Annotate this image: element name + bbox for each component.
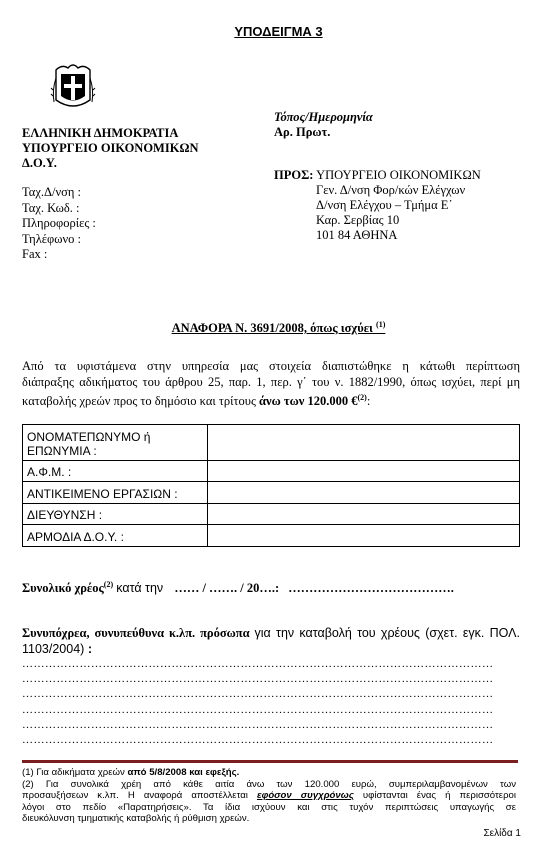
template-title: ΥΠΟΔΕΙΓΜΑ 3 bbox=[234, 24, 323, 39]
right-header bbox=[274, 110, 373, 140]
dotted-line-2[interactable]: …………………………………………………………………………………………………………… bbox=[22, 673, 494, 686]
co-obligors-colon: : bbox=[87, 641, 92, 656]
row-value-address[interactable] bbox=[208, 504, 520, 525]
greek-emblem-icon bbox=[50, 60, 96, 116]
co-obligors-block bbox=[22, 626, 520, 657]
recipient-line-4: Καρ. Σερβίας 10 bbox=[316, 213, 400, 227]
row-label-afm: Α.Φ.Μ. : bbox=[23, 461, 208, 482]
issuer-field-info: Πληροφορίες : bbox=[22, 216, 96, 230]
dotted-line-1[interactable]: …………………………………………………………………………………………………………… bbox=[22, 658, 494, 670]
report-title-footnote-ref: (1) bbox=[376, 320, 386, 329]
recipient-label: ΠΡΟΣ: bbox=[274, 168, 314, 182]
table-row bbox=[23, 425, 520, 461]
footnote-2-line-3: λόγοι στο πεδίο «Παρατηρήσεις». Τα ίδια ισχύουν και στις τυχόν περιπτώσεις υπαγωγής σε bbox=[22, 801, 516, 813]
row-label-address: ΔΙΕΥΘΥΝΣΗ : bbox=[23, 504, 208, 525]
recipient-line-5: 101 84 ΑΘΗΝΑ bbox=[316, 228, 398, 242]
footnote-divider bbox=[22, 760, 518, 763]
row-value-tax-office[interactable] bbox=[208, 525, 520, 547]
row-value-name[interactable] bbox=[208, 425, 520, 461]
total-debt-line bbox=[22, 580, 454, 596]
protocol-label: Αρ. Πρωτ. bbox=[274, 125, 331, 139]
intro-footnote-ref: (2) bbox=[357, 393, 367, 402]
intro-line-3 bbox=[22, 390, 520, 410]
footnote-1-emphasis: από 5/8/2008 και εφεξής. bbox=[127, 767, 240, 778]
intro-line-1: Από τα υφιστάμενα στην υπηρεσία μας στοιχεία διαπιστώθηκε η κάτωθι περίπτωση bbox=[22, 359, 520, 373]
dotted-line-3[interactable]: …………………………………………………………………………………………………………… bbox=[22, 688, 494, 701]
total-debt-mid: κατά την bbox=[116, 581, 164, 596]
issuer-block bbox=[22, 126, 198, 171]
co-obligors-heading: Συνυπόχρεα, συνυπεύθυνα κ.λπ. πρόσωπα bbox=[22, 626, 250, 640]
footnote-2-line-2 bbox=[22, 790, 516, 802]
co-obligors-ref: 1103/2004) bbox=[22, 641, 85, 656]
report-title bbox=[0, 320, 557, 336]
total-debt-amount-blank[interactable]: …………………………………. bbox=[288, 581, 454, 596]
report-title-text: ΑΝΑΦΟΡΑ Ν. 3691/2008, όπως ισχύει bbox=[171, 321, 373, 336]
row-value-afm[interactable] bbox=[208, 461, 520, 482]
dotted-line-5[interactable]: …………………………………………………………………………………………………………… bbox=[22, 718, 494, 731]
debt-threshold: άνω των 120.000 € bbox=[259, 394, 358, 409]
issuer-fields bbox=[22, 185, 96, 263]
co-obligors-line-2 bbox=[22, 642, 520, 658]
dotted-line-6[interactable]: …………………………………………………………………………………………………………… bbox=[22, 734, 494, 747]
footnote-2-emphasis: εφόσον συγχρόνως bbox=[256, 790, 354, 802]
intro-colon: : bbox=[366, 394, 371, 409]
table-row bbox=[23, 525, 520, 547]
recipient-line-2: Γεν. Δ/νση Φορ/κών Ελέγχων bbox=[316, 183, 466, 197]
table-row bbox=[23, 461, 520, 482]
issuer-line-2: ΥΠΟΥΡΓΕΙΟ ΟΙΚΟΝΟΜΙΚΩΝ bbox=[22, 141, 199, 155]
footnote-2-line-4: διευκόλυνση τμηματικής καταβολής ή ρύθμιση χρεών. bbox=[22, 813, 250, 825]
debtor-details-table bbox=[22, 424, 520, 547]
issuer-line-3: Δ.Ο.Υ. bbox=[22, 156, 57, 170]
place-date-label: Τόπος/Ημερομηνία bbox=[274, 110, 373, 124]
total-debt-label: Συνολικό χρέος bbox=[22, 581, 104, 596]
issuer-line-1: ΕΛΛΗΝΙΚΗ ΔΗΜΟΚΡΑΤΙΑ bbox=[22, 126, 179, 140]
co-obligors-line-1 bbox=[22, 626, 520, 642]
intro-line-3-text: καταβολής χρεών προς το δημόσιο και τρίτους bbox=[22, 394, 256, 409]
issuer-field-address: Ταχ.Δ/νση : bbox=[22, 185, 82, 199]
footnote-2-text-cont: υφίστανται ένας ή περισσότεροι bbox=[362, 790, 517, 802]
row-label-name: ΟΝΟΜΑΤΕΠΩΝΥΜΟ ή ΕΠΩΝΥΜΙΑ : bbox=[23, 425, 208, 461]
intro-line-2: διάπραξης αδικήματος του άρθρου 25, παρ. 1, περ. γ΄ του ν. 1882/1990, όπως ισχύει, περί μη bbox=[22, 374, 520, 389]
table-row bbox=[23, 482, 520, 504]
recipient-line-1: ΥΠΟΥΡΓΕΙΟ ΟΙΚΟΝΟΜΙΚΩΝ bbox=[316, 168, 481, 182]
recipient-block bbox=[274, 168, 481, 243]
co-obligors-text: για την καταβολή του χρέους (σχετ. εγκ. ΠΟΛ. bbox=[254, 626, 520, 640]
issuer-field-phone: Τηλέφωνο : bbox=[22, 231, 81, 246]
total-debt-footnote-ref: (2) bbox=[103, 580, 114, 589]
footnote-1 bbox=[22, 767, 516, 779]
co-obligors-dotted-lines bbox=[22, 657, 522, 748]
row-value-business[interactable] bbox=[208, 482, 520, 504]
footnote-2-text: προσαυξήσεων κ.λπ. Η αναφορά αποστέλλεται bbox=[22, 790, 248, 802]
footnote-1-text: (1) Για αδικήματα χρεών bbox=[22, 767, 125, 778]
table-row bbox=[23, 504, 520, 525]
recipient-line-3: Δ/νση Ελέγχου – Τμήμα Ε΄ bbox=[316, 198, 453, 212]
row-label-tax-office: ΑΡΜΟΔΙΑ Δ.Ο.Υ. : bbox=[23, 525, 208, 547]
footnotes bbox=[22, 767, 516, 825]
dotted-line-4[interactable]: …………………………………………………………………………………………………………… bbox=[22, 703, 494, 716]
row-label-business: ΑΝΤΙΚΕΙΜΕΝΟ ΕΡΓΑΣΙΩΝ : bbox=[23, 482, 208, 504]
intro-paragraph bbox=[22, 359, 520, 410]
total-debt-date-blank[interactable]: …… / ……. / 20….: bbox=[174, 581, 280, 596]
issuer-field-postcode: Ταχ. Κωδ. : bbox=[22, 200, 80, 215]
issuer-field-fax: Fax : bbox=[22, 247, 48, 261]
page-number: Σελίδα 1 bbox=[483, 828, 521, 839]
footnote-2-line-1: (2) Για συνολικά χρέη από κάθε αιτία άνω των 120.000 ευρώ, συμπεριλαμβανομένων των bbox=[22, 778, 516, 790]
